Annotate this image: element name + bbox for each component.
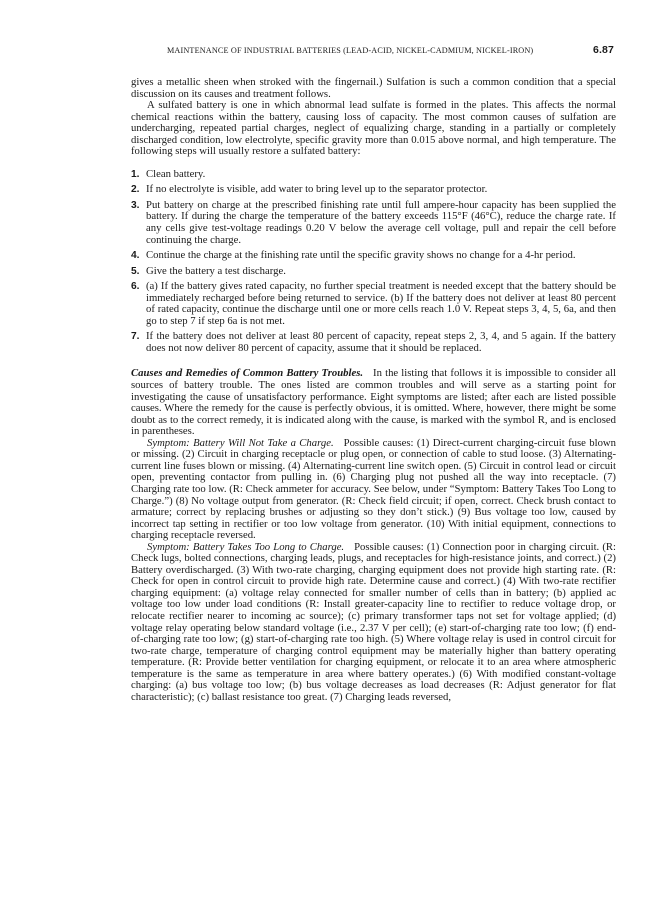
section-text: In the listing that follows it is impossible to consider all sources of battery trouble. The ones listed are common troubles and will serve as a starting point for investigating the cause of unsatisfactory performance. Eight symptoms are listed; after each are listed possible causes. Where the remedy for the cause is perfectly obvious, it is omitted. Where, however, there might be some doubt as to the correct remedy, it is indicated along with the cause, is marked with the symbol R, and is enclosed in parentheses. (131, 367, 616, 438)
step-text: If the battery does not deliver at least 80 percent of capacity, repeat steps 2, 3, 4, and 5 again. If the battery does not now deliver 80 percent of capacity, assume that it should be replaced. (146, 330, 616, 354)
symptom-label: Symptom: Battery Takes Too Long to Charge. (147, 540, 345, 553)
step-number: 3. (131, 199, 140, 211)
step-text: Put battery on charge at the prescribed finishing rate until full ampere-hour capacity has been supplied the battery. If during the charge the temperature of the battery exceeds 115°F (46°C), reduce the charge rate. If any cells give test-voltage readings 0.20 V below the average cell voltage, pull and repair the cell before continuing the charge. (146, 198, 616, 246)
page-number: 6.87 (592, 44, 614, 56)
step-number: 1. (131, 168, 140, 180)
step-number: 5. (131, 265, 140, 277)
body-text (131, 77, 616, 703)
symptom-label: Symptom: Battery Will Not Take a Charge. (147, 436, 334, 449)
paragraph-sulfated-battery: A sulfated battery is one in which abnormal lead sulfate is formed in the plates. This affects the normal chemical reactions within the battery, causing loss of capacity. The most common causes of sulfation are undercharging, repeated partial charges, neglect of equalizing charge, standing in a partially or completely discharged condition, low electrolyte, specific gravity more than 0.015 above normal, and high temperature. The following steps will usually restore a sulfated battery: (131, 99, 616, 158)
step-number: 6. (131, 281, 140, 293)
restore-steps-list (131, 169, 616, 355)
step-text: (a) If the battery gives rated capacity, no further special treatment is needed except that the battery should be immediately recharged before being returned to service. (b) If the battery does not deliver at least 80 percent of rated capacity, continue the discharge until one or more cells reach 1.0 V. Repeat steps 3, 4, 5, 6a, and then go to step 7 if step 6a is not met. (146, 280, 616, 327)
step-text: Give the battery a test discharge. (146, 264, 286, 277)
list-item (131, 169, 616, 181)
step-number: 4. (131, 250, 140, 262)
list-item (131, 281, 616, 327)
step-text: Continue the charge at the finishing rate until the specific gravity shows no change for a 4-hr period. (146, 249, 576, 262)
running-header (131, 44, 616, 58)
list-item (131, 184, 616, 196)
symptom-text: Possible causes: (1) Connection poor in charging circuit. (R: Check lugs, bolted connections, charging leads, plugs, and receptacles for high-resistance joints, and correct.) (2) Battery overdischarged. (3) With two-rate charging, charging equipment does not provide high starting rate. (R: Check for open in control circuit to provide high rate. Determine cause and correct.) (4) With two-rate rectifier charging equipment: (a) voltage relay connected for smaller number of cells than in battery; (b) applied ac voltage too low under load conditions (R: Install greater-capacity line to rectifier to reduce voltage drop, or relocate rectifier nearer to incoming ac source); (c) primary transformer taps not set for voltage applied; (d) voltage relay operating below standard voltage (i.e., 2.37 V per cell); (e) start-of-charging rate too low; (f) end-of-charging rate too low; (g) start-of-charging rate too high. (5) Where voltage relay is used in control circuit for two-rate charge, temperature of charging control equipment may be materially higher than battery operating temperature. (R: Provide better ventilation for charging equipment, or relocate it to an area where atmospheric temperature is the same as temperature in area where battery operates.) (6) With modified constant-voltage charging: (a) bus voltage too low; (b) bus voltage decreases as load decreases (R: Adjust generator for flat characteristic); (c) ballast resistance too great. (7) Charging leads reversed, (131, 540, 616, 703)
list-item (131, 250, 616, 262)
symptom-text: Possible causes: (1) Direct-current charging-circuit fuse blown or missing. (2) Circuit in charging receptacle or plug open, or connection of cable to stud loose. (3) Alternating-current line fuses blown or missing. (4) Alternating-current line switch open. (5) Circuit in control lead or circuit open, preventing contactor from pulling in. (6) Charging plug not pushed all the way into receptacle. (7) Charging rate too low. (R: Check ammeter for accuracy. See below, under “Symptom: Battery Takes Too Long to Charge.”) (8) No voltage output from generator. (R: Check field circuit; if open, correct. Check brush contact to armature; correct by replacing brushes or adjusting so they don’t stick.) (9) Bus voltage too low, caused by incorrect tap setting in rectifier or too low voltage from generator. (10) With initial equipment, connections to charging receptacle reversed. (131, 436, 616, 542)
list-item (131, 331, 616, 354)
paragraph-intro-continued: gives a metallic sheen when stroked with the fingernail.) Sulfation is such a common condition that a special discussion on its causes and treatment follows. (131, 76, 616, 100)
paragraph-symptom-no-charge (131, 438, 616, 542)
list-item (131, 200, 616, 246)
paragraph-symptom-slow-charge (131, 542, 616, 704)
step-text: Clean battery. (146, 167, 206, 180)
step-text: If no electrolyte is visible, add water to bring level up to the separator protector. (146, 183, 488, 196)
step-number: 7. (131, 331, 140, 343)
running-title: MAINTENANCE OF INDUSTRIAL BATTERIES (LEAD-ACID, NICKEL-CADMIUM, NICKEL-IRON) (167, 46, 534, 55)
list-item (131, 266, 616, 278)
paragraph-causes-remedies (131, 368, 616, 437)
section-heading: Causes and Remedies of Common Battery Troubles. (131, 367, 364, 380)
step-number: 2. (131, 184, 140, 196)
